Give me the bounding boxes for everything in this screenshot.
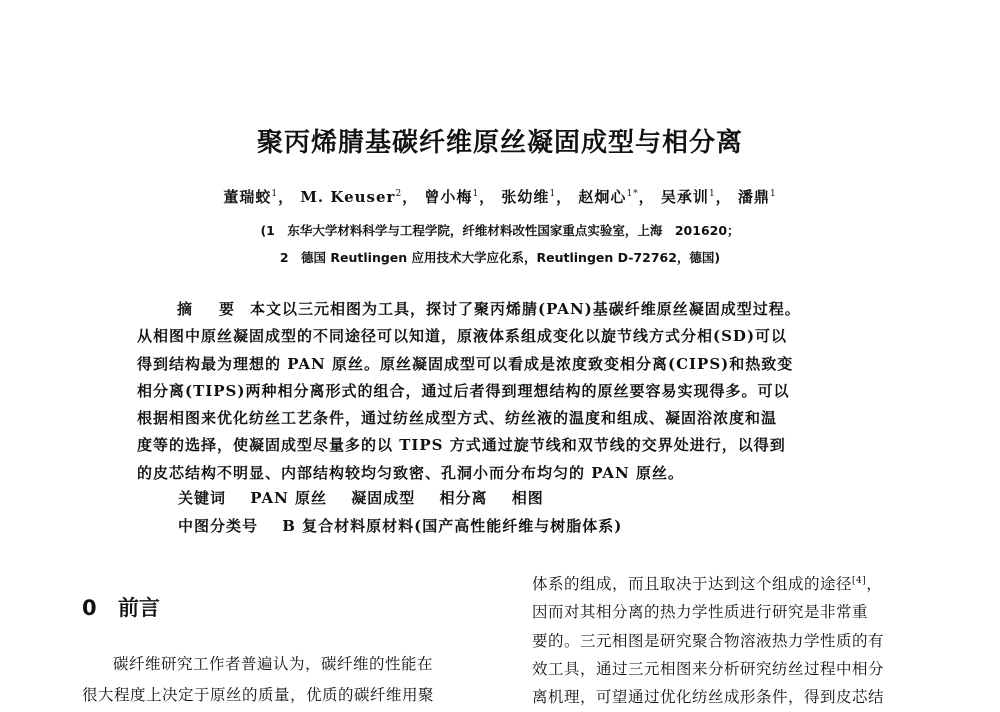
keywords [178,487,562,508]
body-line: 离机理，可望通过优化纺丝成形条件，得到皮芯结 [532,688,885,707]
keywords-label: 关键词 [178,489,227,507]
abstract-line: 摘 要 本文以三元相图为工具，探讨了聚丙烯腈(PAN)基碳纤维原丝凝固成型过程。 [177,300,801,318]
right-column [532,567,944,712]
author-separator: ， [278,188,295,206]
author-separator: ， [638,188,655,206]
abstract-label: 摘 要 [177,300,241,318]
author: 潘鼎$^1$ [737,188,777,206]
author-separator: ， [479,188,496,206]
classification [178,515,622,536]
author: M. Keuser$^2$ [300,188,403,206]
author: 吴承训$^1$ [660,188,716,206]
author-list [0,186,1000,207]
abstract-line: 根据相图来优化纺丝工艺条件，通过纺丝成型方式、纺丝液的温度和组成、凝固浴浓度和温 [137,409,778,428]
body-line: 很大程度上决定于原丝的质量，优质的碳纤维用聚 [82,686,435,704]
abstract-line: 得到结构最为理想的 PAN 原丝。原丝凝固成型可以看成是浓度致变相分离(CIPS)和热致变 [137,354,794,373]
classification-value: B 复合材料原材料(国产高性能纤维与树脂体系) [282,517,623,535]
body-line: 要的。三元相图是研究聚合物溶液热力学性质的有 [532,631,885,650]
paper-title: 聚丙烯腈基碳纤维原丝凝固成型与相分离 [256,128,743,158]
body-line: 效工具，通过三元相图来分析研究纺丝过程中相分 [532,660,885,679]
keyword: 凝固成型 [351,489,416,507]
body-line: 因而对其相分离的热力学性质进行研究是非常重 [532,603,869,622]
citation: [4] [852,576,867,586]
abstract [137,296,885,487]
section-heading [82,592,160,622]
author: 曾小梅$^1$ [424,188,480,206]
author: 张幼维$^1$ [501,188,557,206]
body-line: 体系的组成，而且取决于达到这个组成的途径[4]， [532,575,883,594]
keyword: 相图 [511,489,544,507]
classification-label: 中图分类号 [178,517,259,535]
abstract-line: 度等的选择，使凝固成型尽量多的以 TIPS 方式通过旋节线和双节线的交界处进行，以得到 [137,436,786,455]
section-title: 前言 [117,596,160,620]
abstract-line: 从相图中原丝凝固成型的不同途径可以知道，原液体系组成变化以旋节线方式分相(SD)可以 [137,327,788,346]
author-separator: ， [402,188,419,206]
affiliation-2: 2 德国 Reutlingen 应用技术大学应化系，Reutlingen D-72762，德国) [279,250,721,265]
author-separator: ， [715,188,732,206]
abstract-line: 的皮芯结构不明显、内部结构较均匀致密、孔洞小而分布均匀的 PAN 原丝。 [137,463,684,482]
section-number: 0 [82,596,97,620]
keyword: PAN 原丝 [250,489,328,507]
keyword: 相分离 [439,489,488,507]
abstract-line: 相分离(TIPS)两种相分离形式的组合，通过后者得到理想结构的原丝要容易实现得多。可以 [137,381,790,400]
affiliation-1: (1 东华大学材料科学与工程学院，纤维材料改性国家重点实验室，上海 201620； [260,223,740,238]
left-column [82,649,498,711]
author: 董瑞蛟$^1$ [223,188,279,206]
author: 赵炯心$^{1*}$ [578,188,639,206]
author-separator: ， [556,188,573,206]
body-line: 碳纤维研究工作者普遍认为，碳纤维的性能在 [113,655,434,673]
